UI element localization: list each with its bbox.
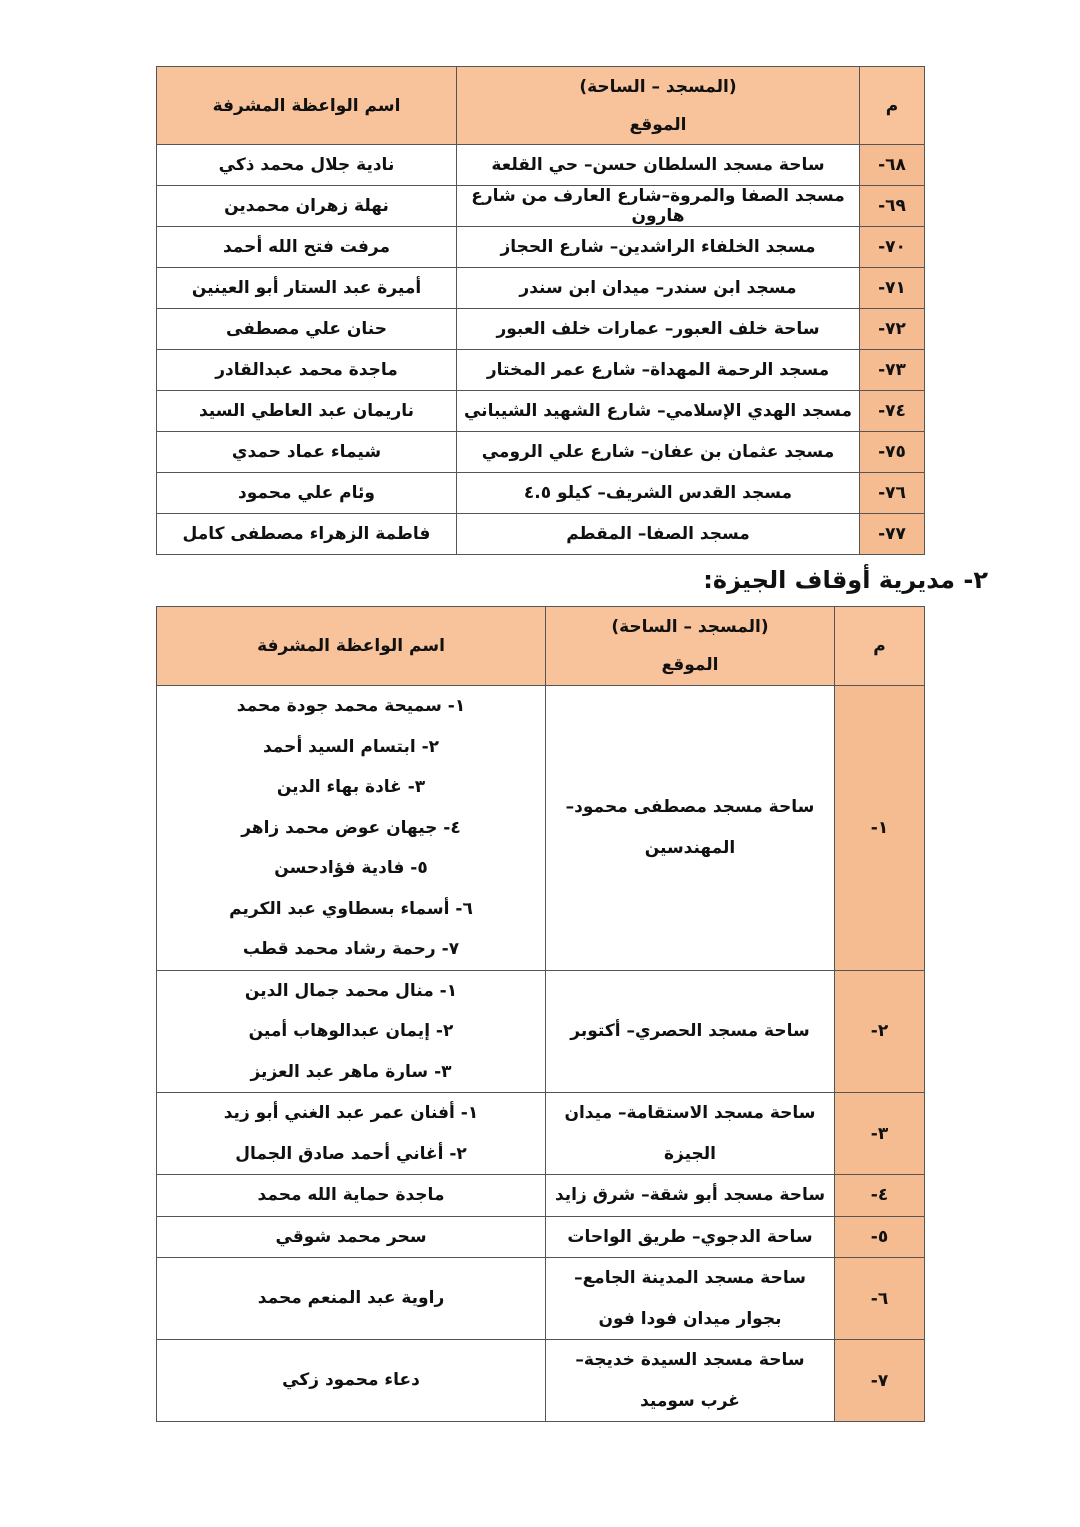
- row-number: ٦٨-: [860, 145, 925, 186]
- location-line: مسجد ابن سندر– ميدان ابن سندر: [519, 278, 797, 298]
- supervisor-name: ٣- سارة ماهر عبد العزيز: [250, 1061, 452, 1082]
- row-number: ٧٤-: [860, 391, 925, 432]
- supervisor-name: ماجدة حماية الله محمد: [257, 1185, 445, 1205]
- header-location-line2: الموقع: [661, 655, 719, 675]
- supervisor-cell: [157, 1216, 546, 1258]
- supervisor-cell: [157, 686, 546, 971]
- supervisor-name: فاطمة الزهراء مصطفى كامل: [182, 524, 431, 544]
- row-number: ٥-: [835, 1216, 925, 1258]
- location-line: ساحة مسجد السلطان حسن– حي القلعة: [491, 155, 825, 175]
- table-row: [157, 970, 925, 1093]
- supervisor-name: ٦- أسماء بسطاوي عبد الكريم: [229, 898, 473, 919]
- table-row: [157, 268, 925, 309]
- location-line: ساحة الدجوي– طريق الواحات: [567, 1226, 813, 1247]
- location-line: ساحة مسجد أبو شقة– شرق زايد: [554, 1185, 826, 1205]
- supervisor-name: ٢- ابتسام السيد أحمد: [262, 736, 440, 757]
- location-cell: [457, 145, 860, 186]
- location-line: مسجد القدس الشريف– كيلو ٤.٥: [523, 483, 793, 503]
- supervisor-name: ٧- رحمة رشاد محمد قطب: [242, 939, 460, 959]
- row-number: ٧٣-: [860, 350, 925, 391]
- table-row: [157, 1258, 925, 1340]
- table-row: [157, 1093, 925, 1175]
- supervisor-name: أميرة عبد الستار أبو العينين: [191, 278, 422, 298]
- location-cell: [546, 1216, 835, 1258]
- supervisor-cell: [157, 1258, 546, 1340]
- row-number: ٧٧-: [860, 514, 925, 555]
- supervisor-name: نادية جلال محمد ذكي: [218, 155, 395, 175]
- location-cell: [546, 686, 835, 971]
- row-number: ٧٢-: [860, 309, 925, 350]
- table-row: [157, 391, 925, 432]
- header-location-line1: (المسجد – الساحة): [579, 76, 737, 97]
- supervisor-cell: [157, 1175, 546, 1217]
- header-location-line1: (المسجد – الساحة): [611, 617, 769, 637]
- location-line: ساحة مسجد الاستقامة– ميدان: [564, 1103, 816, 1123]
- row-number: ٧٦-: [860, 473, 925, 514]
- giza-assignments-table: [156, 606, 925, 1422]
- supervisor-name: ٥- فادية فؤادحسن: [274, 858, 428, 878]
- table-row: [157, 227, 925, 268]
- location-line: الجيزة: [663, 1143, 716, 1164]
- row-number: ٧١-: [860, 268, 925, 309]
- supervisor-name: حنان علي مصطفى: [226, 319, 387, 339]
- supervisor-cell: [157, 227, 457, 268]
- supervisor-name: ١- منال محمد جمال الدين: [244, 980, 458, 1001]
- location-cell: [457, 473, 860, 514]
- supervisor-cell: [157, 350, 457, 391]
- location-cell: [457, 268, 860, 309]
- row-number: ٣-: [835, 1093, 925, 1175]
- location-cell: [457, 186, 860, 227]
- row-number: ٧٠-: [860, 227, 925, 268]
- location-line: مسجد عثمان بن عفان– شارع علي الرومي: [481, 442, 835, 462]
- row-number: ٦٩-: [860, 186, 925, 227]
- row-number: ٦-: [835, 1258, 925, 1340]
- supervisor-name: دعاء محمود زكي: [282, 1370, 420, 1391]
- table-row: [157, 514, 925, 555]
- supervisor-name: وئام علي محمود: [238, 483, 375, 503]
- header-location: [546, 607, 835, 686]
- location-cell: [546, 1258, 835, 1340]
- supervisor-cell: [157, 1093, 546, 1175]
- header-supervisor: اسم الواعظة المشرفة: [157, 607, 546, 686]
- location-line: مسجد الهدي الإسلامي– شارع الشهيد الشيباني: [463, 401, 852, 421]
- table-row: [157, 186, 925, 227]
- table-header-row: [157, 607, 925, 686]
- location-line: مسجد الرحمة المهداة– شارع عمر المختار: [486, 360, 830, 380]
- location-line: ساحة خلف العبور– عمارات خلف العبور: [496, 319, 820, 339]
- supervisor-name: ١- أفنان عمر عبد الغني أبو زيد: [223, 1103, 479, 1123]
- table-header-row: [157, 67, 925, 145]
- row-number: ٧٥-: [860, 432, 925, 473]
- location-cell: [457, 227, 860, 268]
- row-number: ٧-: [835, 1340, 925, 1422]
- location-line: مسجد الخلفاء الراشدين– شارع الحجاز: [500, 237, 816, 257]
- header-location-line2: الموقع: [629, 114, 687, 135]
- section-heading-giza: ٢- مديرية أوقاف الجيزة:: [703, 566, 988, 594]
- supervisor-cell: [157, 145, 457, 186]
- row-number: ١-: [835, 686, 925, 971]
- location-line: بجوار ميدان فودا فون: [598, 1308, 782, 1329]
- table-row: [157, 473, 925, 514]
- header-location: [457, 67, 860, 145]
- location-line: ساحة مسجد مصطفى محمود–: [565, 797, 815, 818]
- location-cell: [457, 514, 860, 555]
- supervisor-cell: [157, 473, 457, 514]
- location-cell: [457, 391, 860, 432]
- supervisor-name: ٢- أغاني أحمد صادق الجمال: [235, 1143, 467, 1164]
- location-cell: [457, 350, 860, 391]
- supervisor-cell: [157, 970, 546, 1093]
- location-line: المهندسين: [644, 837, 736, 858]
- table-row: [157, 1340, 925, 1422]
- table-row: [157, 686, 925, 971]
- row-number: ٢-: [835, 970, 925, 1093]
- supervisor-name: راوية عبد المنعم محمد: [257, 1288, 445, 1309]
- supervisor-cell: [157, 186, 457, 227]
- supervisor-cell: [157, 514, 457, 555]
- supervisor-name: ٣- غادة بهاء الدين: [276, 777, 426, 797]
- row-number: ٤-: [835, 1175, 925, 1217]
- cairo-assignments-table: [156, 66, 925, 555]
- location-cell: [457, 309, 860, 350]
- supervisor-name: سحر محمد شوقي: [275, 1226, 427, 1247]
- location-line: مسجد الصفا– المقطم: [566, 524, 750, 544]
- supervisor-name: نهلة زهران محمدين: [224, 196, 389, 216]
- supervisor-cell: [157, 309, 457, 350]
- table-row: [157, 350, 925, 391]
- supervisor-cell: [157, 432, 457, 473]
- table-row: [157, 145, 925, 186]
- supervisor-name: شيماء عماد حمدي: [231, 442, 382, 462]
- table-row: [157, 432, 925, 473]
- supervisor-name: ١- سميحة محمد جودة محمد: [236, 696, 466, 716]
- supervisor-name: ماجدة محمد عبدالقادر: [215, 360, 398, 380]
- table-row: [157, 1216, 925, 1258]
- table-row: [157, 1175, 925, 1217]
- supervisor-cell: [157, 1340, 546, 1422]
- supervisor-cell: [157, 391, 457, 432]
- supervisor-name: ٢- إيمان عبدالوهاب أمين: [248, 1021, 454, 1041]
- location-cell: [457, 432, 860, 473]
- location-line: غرب سوميد: [640, 1390, 740, 1411]
- location-line: ساحة مسجد السيدة خديجة–: [575, 1350, 805, 1370]
- supervisor-cell: [157, 268, 457, 309]
- location-line: مسجد الصفا والمروة–شارع العارف من شارع هارون: [471, 186, 845, 226]
- location-cell: [546, 970, 835, 1093]
- location-cell: [546, 1175, 835, 1217]
- header-supervisor: اسم الواعظة المشرفة: [157, 67, 457, 145]
- header-num: م: [835, 607, 925, 686]
- table-row: [157, 309, 925, 350]
- location-line: ساحة مسجد الحصري– أكتوبر: [570, 1021, 810, 1041]
- location-cell: [546, 1340, 835, 1422]
- supervisor-name: ناريمان عبد العاطي السيد: [198, 401, 415, 421]
- header-num: م: [860, 67, 925, 145]
- supervisor-name: مرفت فتح الله أحمد: [222, 237, 391, 257]
- location-cell: [546, 1093, 835, 1175]
- location-line: ساحة مسجد المدينة الجامع–: [574, 1268, 806, 1288]
- supervisor-name: ٤- جيهان عوض محمد زاهر: [241, 817, 461, 838]
